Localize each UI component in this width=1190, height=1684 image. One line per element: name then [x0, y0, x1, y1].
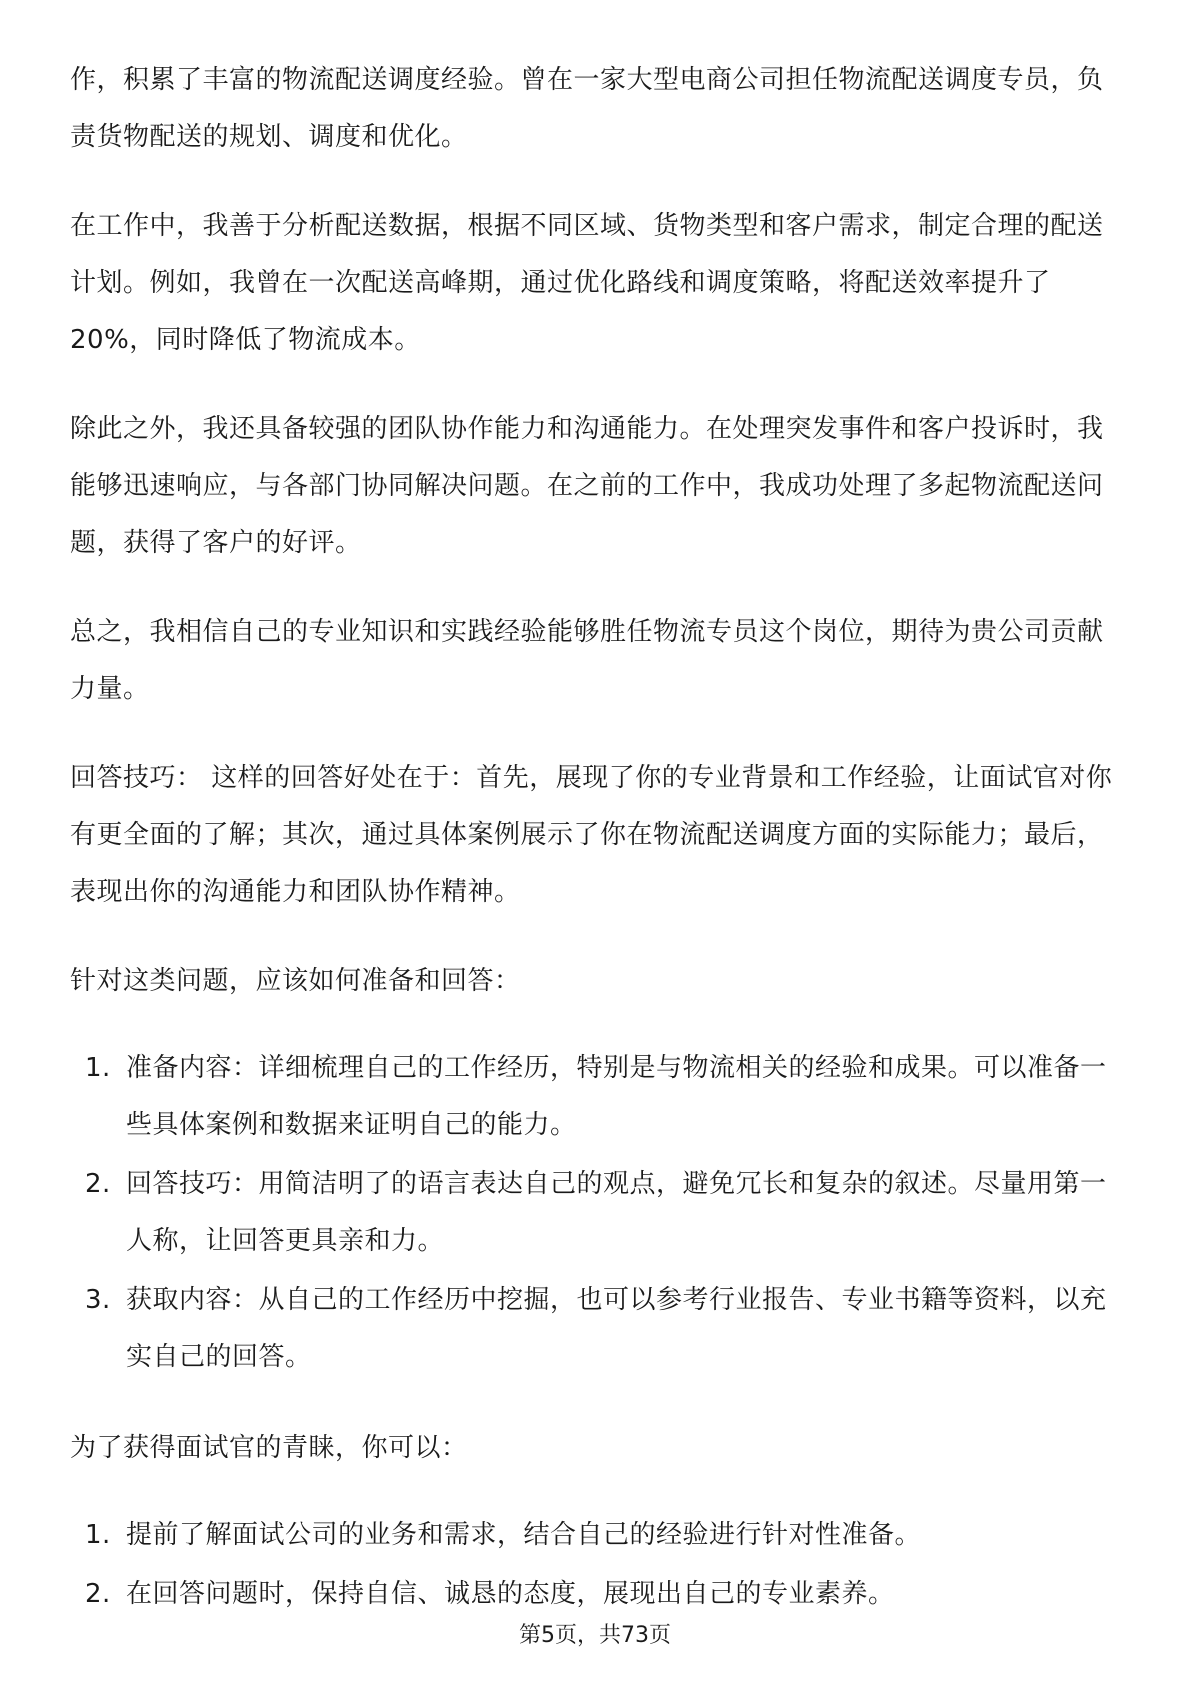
list-item-text: 回答技巧：用简洁明了的语言表达自己的观点，避免冗长和复杂的叙述。尽量用第一人称，让回答更具亲和力。 [126, 1169, 1107, 1256]
list-item [70, 1507, 1120, 1564]
paragraph-work-example: 在工作中，我善于分析配送数据，根据不同区域、货物类型和客户需求，制定合理的配送计划。例如，我曾在一次配送高峰期，通过优化路线和调度策略，将配送效率提升了20%，同时降低了物流成本。 [70, 211, 1104, 355]
list-item [70, 1272, 1120, 1386]
page-content [70, 52, 1120, 1657]
paragraph-experience-intro: 作，积累了丰富的物流配送调度经验。曾在一家大型电商公司担任物流配送调度专员，负责货物配送的规划、调度和优化。 [70, 65, 1104, 152]
list-item-text: 在回答问题时，保持自信、诚恳的态度，展现出自己的专业素养。 [126, 1579, 895, 1609]
list-item-number: 3. [85, 1285, 111, 1315]
list-item-text: 获取内容：从自己的工作经历中挖掘，也可以参考行业报告、专业书籍等资料，以充实自己的回答。 [126, 1285, 1107, 1372]
list-item-text: 准备内容：详细梳理自己的工作经历，特别是与物流相关的经验和成果。可以准备一些具体案例和数据来证明自己的能力。 [126, 1053, 1107, 1140]
list-item [70, 1566, 1120, 1623]
list-item-text: 提前了解面试公司的业务和需求，结合自己的经验进行针对性准备。 [126, 1520, 922, 1550]
list-item [70, 1040, 1120, 1154]
list-item [70, 1156, 1120, 1270]
list-item-number: 2. [85, 1579, 111, 1609]
page-number-footer: 第5页，共73页 [519, 1623, 671, 1648]
preparation-list [70, 1040, 1120, 1386]
list-item-number: 1. [85, 1053, 111, 1083]
paragraph-win-favor: 为了获得面试官的青睐，你可以： [70, 1433, 468, 1463]
list-item-number: 2. [85, 1169, 111, 1199]
list-item-number: 1. [85, 1520, 111, 1550]
paragraph-how-to-prepare: 针对这类问题，应该如何准备和回答： [70, 966, 521, 996]
tips-list [70, 1507, 1120, 1623]
paragraph-conclusion: 总之，我相信自己的专业知识和实践经验能够胜任物流专员这个岗位，期待为贵公司贡献力量。 [70, 617, 1104, 704]
paragraph-answer-tips: 回答技巧： 这样的回答好处在于：首先，展现了你的专业背景和工作经验，让面试官对你有更全面的了解；其次，通过具体案例展示了你在物流配送调度方面的实际能力；最后，表现出你的沟通能力和团队协作精神。 [70, 763, 1113, 907]
paragraph-teamwork: 除此之外，我还具备较强的团队协作能力和沟通能力。在处理突发事件和客户投诉时，我能够迅速响应，与各部门协同解决问题。在之前的工作中，我成功处理了多起物流配送问题，获得了客户的好评。 [70, 414, 1104, 558]
